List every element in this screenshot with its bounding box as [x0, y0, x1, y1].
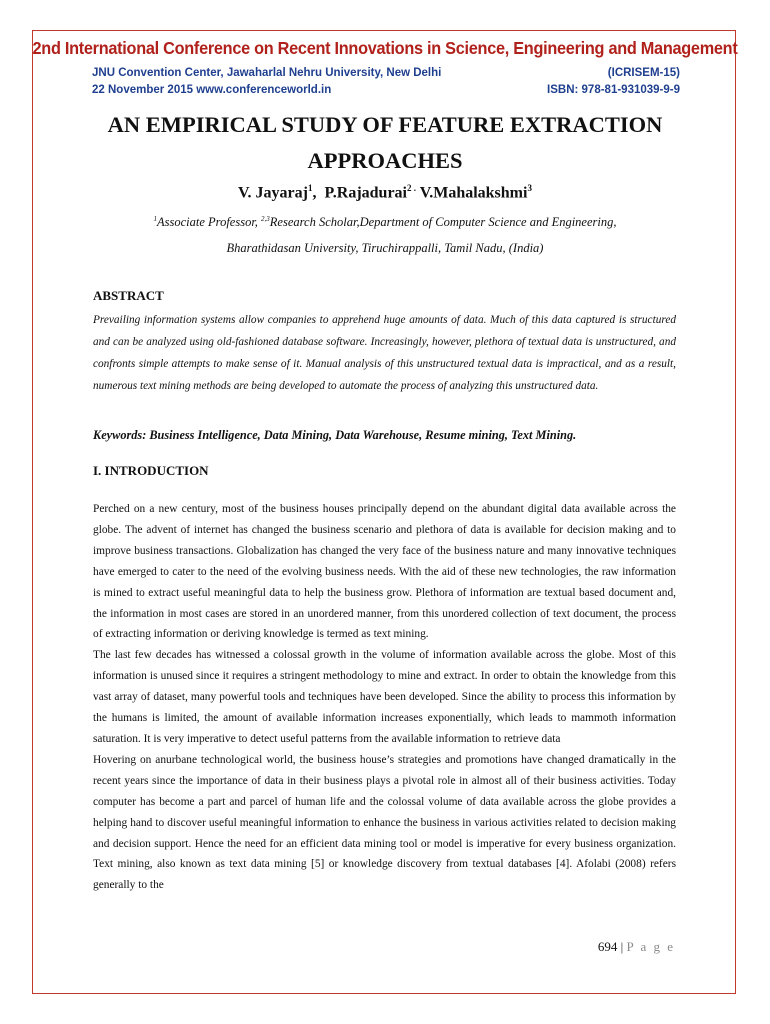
abstract-text: Prevailing information systems allow companies to apprehend huge amounts of data. Much of this data captured is structured and can be analyzed using old-fashioned database software. Increasingly, however, plethora of textual data is unstructured, and confronts simple attempts to make sense of it. Manual analysis of this unstructured textual data is impractical, and as a result, numerous text mining methods are being developed to automate the process of analyzing this unstructured data. [93, 314, 676, 392]
author-name: P.Rajadurai [324, 184, 407, 202]
affiliation-superscript: 2,3 [261, 215, 270, 223]
affiliation-department: Research Scholar,Department of Computer Science and Engineering, [269, 215, 617, 230]
conference-isbn: ISBN: 978-81-931039-9-9 [547, 84, 680, 96]
affiliation-role: Associate Professor, [157, 215, 262, 230]
page-label: P a g e [626, 939, 675, 954]
conference-title: 2nd International Conference on Recent Innovations in Science, Engineering and Management [32, 38, 738, 58]
page-footer [598, 939, 675, 955]
section-body [93, 499, 676, 896]
section-heading: I. INTRODUCTION [93, 463, 209, 478]
author-superscript: 2 . [407, 183, 416, 193]
keywords: Keywords: Business Intelligence, Data Mining, Data Warehouse, Resume mining, Text Mining. [93, 428, 577, 442]
paragraph: Hovering on anurbane technological world, the business house’s strategies and promotions have changed dramatically in the recent years since the importance of data in their business plays a pivotal role in almost all of their business activities. Today computer has become a part and parcel of human life and the colossal volume of data available across the globe provides a helping hand to discover useful meaningful information to enhance the business in various activities related to decision making and decision support. Hence the need for an efficient data mining tool or model is imperative for every business organization. Text mining, also known as text data mining [5] or knowledge discovery from textual databases [4]. Afolabi (2008) refers generally to the [93, 753, 676, 892]
paragraph: The last few decades has witnessed a colossal growth in the volume of information available across the globe. Most of this information is unused since it requires a stringent methodology to mine and extract. In order to obtain the knowledge from this vast array of dataset, many powerful tools and techniques have been developed. Since the ability to process this information by the humans is limited, the amount of available information increases exponentially, which leads to mammoth information saturation. It is very imperative to detect useful patterns from the available information to retrieve data [93, 649, 676, 745]
author-superscript: 1 [307, 183, 313, 193]
footer-separator: | [620, 939, 624, 954]
paper-title-line2: APPROACHES [307, 148, 463, 173]
author-superscript: 3 [527, 183, 532, 193]
paragraph: Perched on a new century, most of the business houses principally depend on the abundant digital data available across the globe. The advent of internet has changed the business scenario and plethora of data is available for decision making and to improve business transactions. Globalization has changed the very face of the business nature and many innovative techniques have emerged to cater to the need of the evolving business needs. With the aid of these new technologies, the raw information is mined to extract useful meaningful data to help the business grow. Plethora of information are textual based document and, the information in most cases are stored in an unordered manner, from this unordered collection of text document, the process of extracting information or deriving knowledge is termed as text mining. [93, 503, 676, 641]
conference-acronym: (ICRISEM-15) [607, 67, 680, 79]
affiliation-line2: Bharathidasan University, Tiruchirappalli, Tamil Nadu, (India) [226, 241, 544, 255]
author-name: V. Jayaraj [238, 184, 308, 202]
author-list: V. Jayaraj$^1$, P.Rajadurai$^{2 .}$ V.Mahalakshmi$^3$ [238, 183, 532, 202]
affiliation-superscript: 1 [153, 215, 157, 223]
conference-date-site: 22 November 2015 www.conferenceworld.in [92, 84, 332, 96]
paper-title-line1: AN EMPIRICAL STUDY OF FEATURE EXTRACTION [107, 112, 663, 137]
author-name: V.Mahalakshmi [419, 184, 528, 202]
abstract-heading: ABSTRACT [93, 288, 164, 303]
affiliation-line1 [0, 215, 770, 230]
page-number: 694 [597, 939, 618, 954]
conference-venue: JNU Convention Center, Jawaharlal Nehru University, New Delhi [92, 67, 442, 79]
